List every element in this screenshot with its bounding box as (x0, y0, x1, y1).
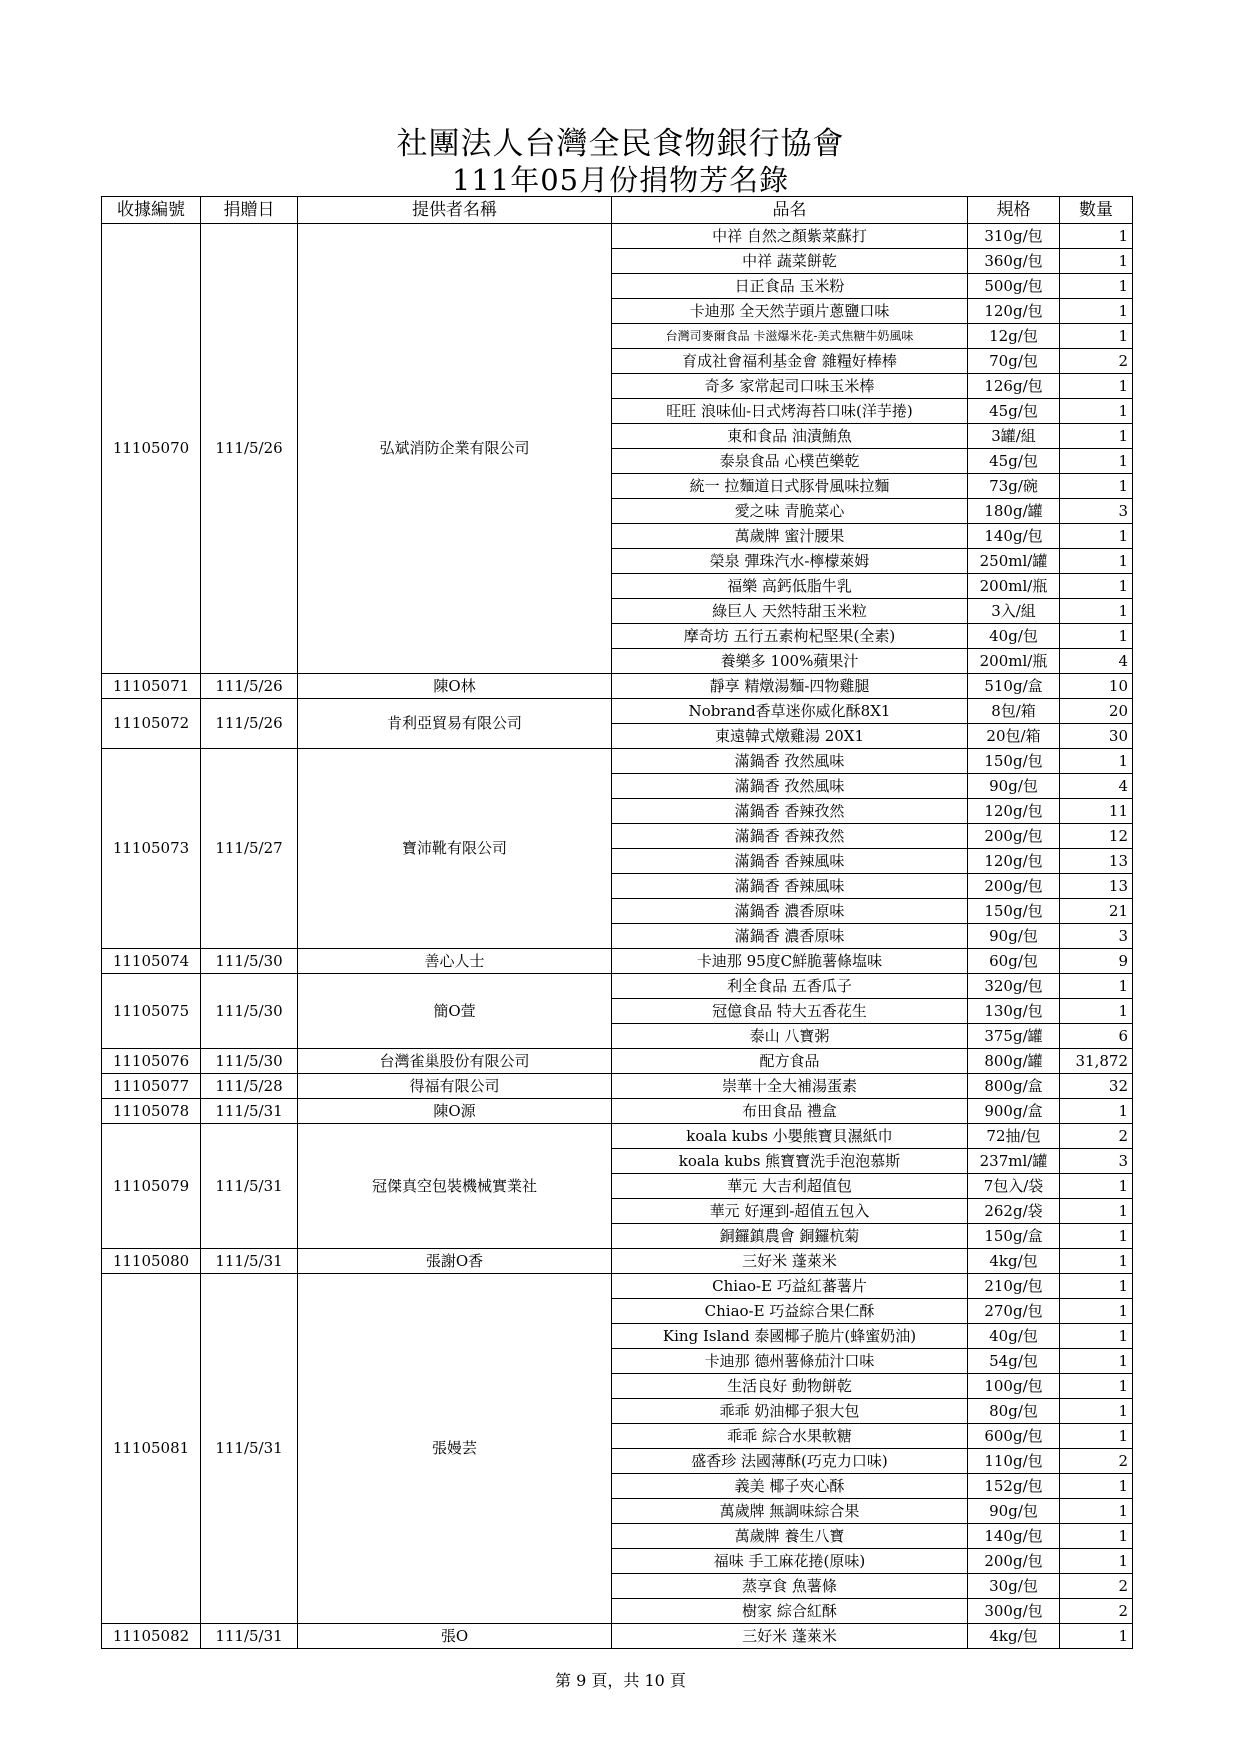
table-row (102, 1274, 1133, 1299)
qty-cell: 3 (1060, 924, 1133, 949)
table-row (102, 1124, 1133, 1149)
spec-cell: 310g/包 (968, 224, 1060, 249)
item-name-cell: 三好米 蓬萊米 (612, 1624, 968, 1649)
receipt-cell: 11105075 (102, 974, 201, 1049)
item-name-cell: 福味 手工麻花捲(原味) (612, 1549, 968, 1574)
spec-cell: 140g/包 (968, 524, 1060, 549)
donor-cell: 冠傑真空包裝機械實業社 (298, 1124, 612, 1249)
item-name-cell: 泰泉食品 心樸芭樂乾 (612, 449, 968, 474)
qty-cell: 1 (1060, 974, 1133, 999)
item-name-cell: 盛香珍 法國薄酥(巧克力口味) (612, 1449, 968, 1474)
spec-cell: 200ml/瓶 (968, 649, 1060, 674)
item-name-cell: 奇多 家常起司口味玉米棒 (612, 374, 968, 399)
qty-cell: 2 (1060, 1574, 1133, 1599)
spec-cell: 90g/包 (968, 774, 1060, 799)
spec-cell: 300g/包 (968, 1599, 1060, 1624)
spec-cell: 20包/箱 (968, 724, 1060, 749)
spec-cell: 120g/包 (968, 299, 1060, 324)
spec-cell: 120g/包 (968, 849, 1060, 874)
item-name-cell: 滿鍋香 香辣孜然 (612, 799, 968, 824)
donor-cell: 張謝O香 (298, 1249, 612, 1274)
qty-cell: 1 (1060, 1524, 1133, 1549)
item-name-cell: 愛之味 青脆菜心 (612, 499, 968, 524)
item-name-cell: 布田食品 禮盒 (612, 1099, 968, 1124)
spec-cell: 3罐/組 (968, 424, 1060, 449)
item-name-cell: 滿鍋香 孜然風味 (612, 774, 968, 799)
qty-cell: 1 (1060, 1624, 1133, 1649)
spec-cell: 200ml/瓶 (968, 574, 1060, 599)
item-name-cell: 滿鍋香 濃香原味 (612, 899, 968, 924)
receipt-cell: 11105072 (102, 699, 201, 749)
qty-cell: 9 (1060, 949, 1133, 974)
item-name-cell: 泰山 八寶粥 (612, 1024, 968, 1049)
qty-cell: 1 (1060, 749, 1133, 774)
date-cell: 111/5/28 (201, 1074, 298, 1099)
donor-cell: 弘斌消防企業有限公司 (298, 224, 612, 674)
item-name-cell: King Island 泰國椰子脆片(蜂蜜奶油) (612, 1324, 968, 1349)
qty-cell: 1 (1060, 374, 1133, 399)
qty-cell: 31,872 (1060, 1049, 1133, 1074)
spec-cell: 150g/包 (968, 749, 1060, 774)
qty-cell: 1 (1060, 574, 1133, 599)
item-name-cell: 卡迪那 95度C鮮脆薯條塩味 (612, 949, 968, 974)
qty-cell: 21 (1060, 899, 1133, 924)
date-cell: 111/5/31 (201, 1274, 298, 1624)
table-row (102, 974, 1133, 999)
spec-cell: 200g/包 (968, 1549, 1060, 1574)
spec-cell: 150g/包 (968, 899, 1060, 924)
date-cell: 111/5/30 (201, 974, 298, 1049)
item-name-cell: Chiao-E 巧益紅蕃薯片 (612, 1274, 968, 1299)
qty-cell: 1 (1060, 1099, 1133, 1124)
header-spec: 規格 (968, 197, 1060, 224)
spec-cell: 4kg/包 (968, 1624, 1060, 1649)
qty-cell: 2 (1060, 1599, 1133, 1624)
item-name-cell: 靜享 精燉湯麵-四物雞腿 (612, 674, 968, 699)
qty-cell: 1 (1060, 1199, 1133, 1224)
spec-cell: 150g/盒 (968, 1224, 1060, 1249)
item-name-cell: 配方食品 (612, 1049, 968, 1074)
item-name-cell: 利全食品 五香瓜子 (612, 974, 968, 999)
qty-cell: 3 (1060, 499, 1133, 524)
qty-cell: 1 (1060, 224, 1133, 249)
donor-cell: 得福有限公司 (298, 1074, 612, 1099)
spec-cell: 120g/包 (968, 799, 1060, 824)
spec-cell: 360g/包 (968, 249, 1060, 274)
spec-cell: 210g/包 (968, 1274, 1060, 1299)
spec-cell: 270g/包 (968, 1299, 1060, 1324)
receipt-cell: 11105070 (102, 224, 201, 674)
receipt-cell: 11105073 (102, 749, 201, 949)
item-name-cell: Nobrand香草迷你威化酥8X1 (612, 699, 968, 724)
item-name-cell: 福樂 高鈣低脂牛乳 (612, 574, 968, 599)
spec-cell: 500g/包 (968, 274, 1060, 299)
page-subtitle: 111年05月份捐物芳名錄 (451, 163, 790, 197)
qty-cell: 1 (1060, 1299, 1133, 1324)
spec-cell: 152g/包 (968, 1474, 1060, 1499)
spec-cell: 73g/碗 (968, 474, 1060, 499)
qty-cell: 1 (1060, 449, 1133, 474)
item-name-cell: 崇華十全大補湯蛋素 (612, 1074, 968, 1099)
page-footer: 第 9 頁，共 10 頁 (555, 1671, 686, 1690)
header-donor: 提供者名稱 (298, 197, 612, 224)
item-name-cell: 東遠韓式燉雞湯 20X1 (612, 724, 968, 749)
header-item-name: 品名 (612, 197, 968, 224)
table-row (102, 1049, 1133, 1074)
qty-cell: 6 (1060, 1024, 1133, 1049)
spec-cell: 7包入/袋 (968, 1174, 1060, 1199)
table-header-row (102, 197, 1133, 224)
spec-cell: 72抽/包 (968, 1124, 1060, 1149)
donor-cell: 善心人士 (298, 949, 612, 974)
spec-cell: 200g/包 (968, 824, 1060, 849)
spec-cell: 510g/盒 (968, 674, 1060, 699)
spec-cell: 375g/罐 (968, 1024, 1060, 1049)
qty-cell: 1 (1060, 1499, 1133, 1524)
spec-cell: 200g/包 (968, 874, 1060, 899)
table-row (102, 1249, 1133, 1274)
receipt-cell: 11105082 (102, 1624, 201, 1649)
item-name-cell: 萬歲牌 蜜汁腰果 (612, 524, 968, 549)
item-name-cell: 滿鍋香 孜然風味 (612, 749, 968, 774)
qty-cell: 32 (1060, 1074, 1133, 1099)
spec-cell: 320g/包 (968, 974, 1060, 999)
donor-cell: 寶沛靴有限公司 (298, 749, 612, 949)
spec-cell: 90g/包 (968, 1499, 1060, 1524)
spec-cell: 100g/包 (968, 1374, 1060, 1399)
spec-cell: 4kg/包 (968, 1249, 1060, 1274)
spec-cell: 90g/包 (968, 924, 1060, 949)
qty-cell: 1 (1060, 999, 1133, 1024)
qty-cell: 1 (1060, 1324, 1133, 1349)
qty-cell: 1 (1060, 249, 1133, 274)
table-row (102, 699, 1133, 724)
item-name-cell: 育成社會福利基金會 雜糧好棒棒 (612, 349, 968, 374)
item-name-cell: 義美 椰子夾心酥 (612, 1474, 968, 1499)
item-name-cell: koala kubs 小嬰熊寶貝濕紙巾 (612, 1124, 968, 1149)
qty-cell: 2 (1060, 349, 1133, 374)
date-cell: 111/5/27 (201, 749, 298, 949)
spec-cell: 140g/包 (968, 1524, 1060, 1549)
spec-cell: 130g/包 (968, 999, 1060, 1024)
spec-cell: 80g/包 (968, 1399, 1060, 1424)
item-name-cell: 銅鑼鎮農會 銅鑼杭菊 (612, 1224, 968, 1249)
qty-cell: 13 (1060, 874, 1133, 899)
qty-cell: 1 (1060, 324, 1133, 349)
item-name-cell: 乖乖 綜合水果軟糖 (612, 1424, 968, 1449)
receipt-cell: 11105076 (102, 1049, 201, 1074)
qty-cell: 1 (1060, 1174, 1133, 1199)
qty-cell: 1 (1060, 1224, 1133, 1249)
receipt-cell: 11105080 (102, 1249, 201, 1274)
item-name-cell: 東和食品 油漬鮪魚 (612, 424, 968, 449)
date-cell: 111/5/31 (201, 1099, 298, 1124)
spec-cell: 45g/包 (968, 449, 1060, 474)
table-body (102, 224, 1133, 1649)
item-name-cell: 滿鍋香 香辣風味 (612, 849, 968, 874)
header-date: 捐贈日 (201, 197, 298, 224)
qty-cell: 30 (1060, 724, 1133, 749)
item-name-cell: 統一 拉麵道日式豚骨風味拉麵 (612, 474, 968, 499)
donor-cell: 陳O林 (298, 674, 612, 699)
spec-cell: 70g/包 (968, 349, 1060, 374)
qty-cell: 10 (1060, 674, 1133, 699)
header-receipt: 收據編號 (102, 197, 201, 224)
donor-cell: 張O (298, 1624, 612, 1649)
item-name-cell: 萬歲牌 養生八寶 (612, 1524, 968, 1549)
item-name-cell: 榮泉 彈珠汽水-檸檬萊姆 (612, 549, 968, 574)
date-cell: 111/5/30 (201, 949, 298, 974)
spec-cell: 40g/包 (968, 624, 1060, 649)
qty-cell: 1 (1060, 1349, 1133, 1374)
qty-cell: 1 (1060, 1274, 1133, 1299)
item-name-cell: 滿鍋香 香辣孜然 (612, 824, 968, 849)
receipt-cell: 11105077 (102, 1074, 201, 1099)
donation-table (101, 196, 1133, 1649)
qty-cell: 1 (1060, 1399, 1133, 1424)
spec-cell: 54g/包 (968, 1349, 1060, 1374)
item-name-cell: 台灣司麥爾食品 卡滋爆米花-美式焦糖牛奶風味 (612, 324, 968, 349)
item-name-cell: 中祥 蔬菜餅乾 (612, 249, 968, 274)
qty-cell: 12 (1060, 824, 1133, 849)
item-name-cell: 旺旺 浪味仙-日式烤海苔口味(洋芋捲) (612, 399, 968, 424)
item-name-cell: 卡迪那 德州薯條茄汁口味 (612, 1349, 968, 1374)
qty-cell: 11 (1060, 799, 1133, 824)
receipt-cell: 11105081 (102, 1274, 201, 1624)
qty-cell: 1 (1060, 1424, 1133, 1449)
spec-cell: 900g/盒 (968, 1099, 1060, 1124)
qty-cell: 2 (1060, 1449, 1133, 1474)
spec-cell: 45g/包 (968, 399, 1060, 424)
item-name-cell: Chiao-E 巧益綜合果仁酥 (612, 1299, 968, 1324)
spec-cell: 12g/包 (968, 324, 1060, 349)
qty-cell: 1 (1060, 524, 1133, 549)
qty-cell: 13 (1060, 849, 1133, 874)
date-cell: 111/5/26 (201, 699, 298, 749)
date-cell: 111/5/30 (201, 1049, 298, 1074)
qty-cell: 1 (1060, 1474, 1133, 1499)
receipt-cell: 11105078 (102, 1099, 201, 1124)
spec-cell: 3入/組 (968, 599, 1060, 624)
item-name-cell: 綠巨人 天然特甜玉米粒 (612, 599, 968, 624)
item-name-cell: 乖乖 奶油椰子狠大包 (612, 1399, 968, 1424)
item-name-cell: 冠億食品 特大五香花生 (612, 999, 968, 1024)
table-row (102, 1624, 1133, 1649)
item-name-cell: koala kubs 熊寶寶洗手泡泡慕斯 (612, 1149, 968, 1174)
qty-cell: 1 (1060, 599, 1133, 624)
table-row (102, 749, 1133, 774)
date-cell: 111/5/31 (201, 1124, 298, 1249)
qty-cell: 1 (1060, 1249, 1133, 1274)
table-row (102, 674, 1133, 699)
qty-cell: 1 (1060, 399, 1133, 424)
qty-cell: 1 (1060, 1374, 1133, 1399)
item-name-cell: 華元 大吉利超值包 (612, 1174, 968, 1199)
spec-cell: 180g/罐 (968, 499, 1060, 524)
qty-cell: 2 (1060, 1124, 1133, 1149)
receipt-cell: 11105074 (102, 949, 201, 974)
qty-cell: 1 (1060, 274, 1133, 299)
qty-cell: 1 (1060, 624, 1133, 649)
donor-cell: 陳O源 (298, 1099, 612, 1124)
spec-cell: 800g/盒 (968, 1074, 1060, 1099)
table-row (102, 949, 1133, 974)
date-cell: 111/5/31 (201, 1624, 298, 1649)
spec-cell: 60g/包 (968, 949, 1060, 974)
table-row (102, 1074, 1133, 1099)
spec-cell: 600g/包 (968, 1424, 1060, 1449)
item-name-cell: 養樂多 100%蘋果汁 (612, 649, 968, 674)
date-cell: 111/5/31 (201, 1249, 298, 1274)
qty-cell: 1 (1060, 549, 1133, 574)
item-name-cell: 滿鍋香 濃香原味 (612, 924, 968, 949)
donor-cell: 簡O萱 (298, 974, 612, 1049)
spec-cell: 126g/包 (968, 374, 1060, 399)
spec-cell: 30g/包 (968, 1574, 1060, 1599)
date-cell: 111/5/26 (201, 674, 298, 699)
spec-cell: 110g/包 (968, 1449, 1060, 1474)
qty-cell: 1 (1060, 1549, 1133, 1574)
item-name-cell: 中祥 自然之顏紫菜蘇打 (612, 224, 968, 249)
qty-cell: 1 (1060, 424, 1133, 449)
donor-cell: 張嫚芸 (298, 1274, 612, 1624)
spec-cell: 237ml/罐 (968, 1149, 1060, 1174)
item-name-cell: 摩奇坊 五行五素枸杞堅果(全素) (612, 624, 968, 649)
qty-cell: 1 (1060, 299, 1133, 324)
spec-cell: 250ml/罐 (968, 549, 1060, 574)
spec-cell: 40g/包 (968, 1324, 1060, 1349)
item-name-cell: 滿鍋香 香辣風味 (612, 874, 968, 899)
receipt-cell: 11105071 (102, 674, 201, 699)
item-name-cell: 蒸享食 魚薯條 (612, 1574, 968, 1599)
qty-cell: 1 (1060, 474, 1133, 499)
page-title: 社團法人台灣全民食物銀行協會 (396, 126, 845, 162)
spec-cell: 262g/袋 (968, 1199, 1060, 1224)
donor-cell: 台灣雀巢股份有限公司 (298, 1049, 612, 1074)
item-name-cell: 日正食品 玉米粉 (612, 274, 968, 299)
item-name-cell: 三好米 蓬萊米 (612, 1249, 968, 1274)
table-row (102, 1099, 1133, 1124)
item-name-cell: 樹家 綜合紅酥 (612, 1599, 968, 1624)
qty-cell: 4 (1060, 774, 1133, 799)
qty-cell: 3 (1060, 1149, 1133, 1174)
qty-cell: 4 (1060, 649, 1133, 674)
qty-cell: 20 (1060, 699, 1133, 724)
item-name-cell: 華元 好運到-超值五包入 (612, 1199, 968, 1224)
donor-cell: 肯利亞貿易有限公司 (298, 699, 612, 749)
date-cell: 111/5/26 (201, 224, 298, 674)
item-name-cell: 萬歲牌 無調味綜合果 (612, 1499, 968, 1524)
item-name-cell: 生活良好 動物餅乾 (612, 1374, 968, 1399)
receipt-cell: 11105079 (102, 1124, 201, 1249)
spec-cell: 8包/箱 (968, 699, 1060, 724)
table-row (102, 224, 1133, 249)
spec-cell: 800g/罐 (968, 1049, 1060, 1074)
header-qty: 數量 (1060, 197, 1133, 224)
item-name-cell: 卡迪那 全天然芋頭片蔥鹽口味 (612, 299, 968, 324)
